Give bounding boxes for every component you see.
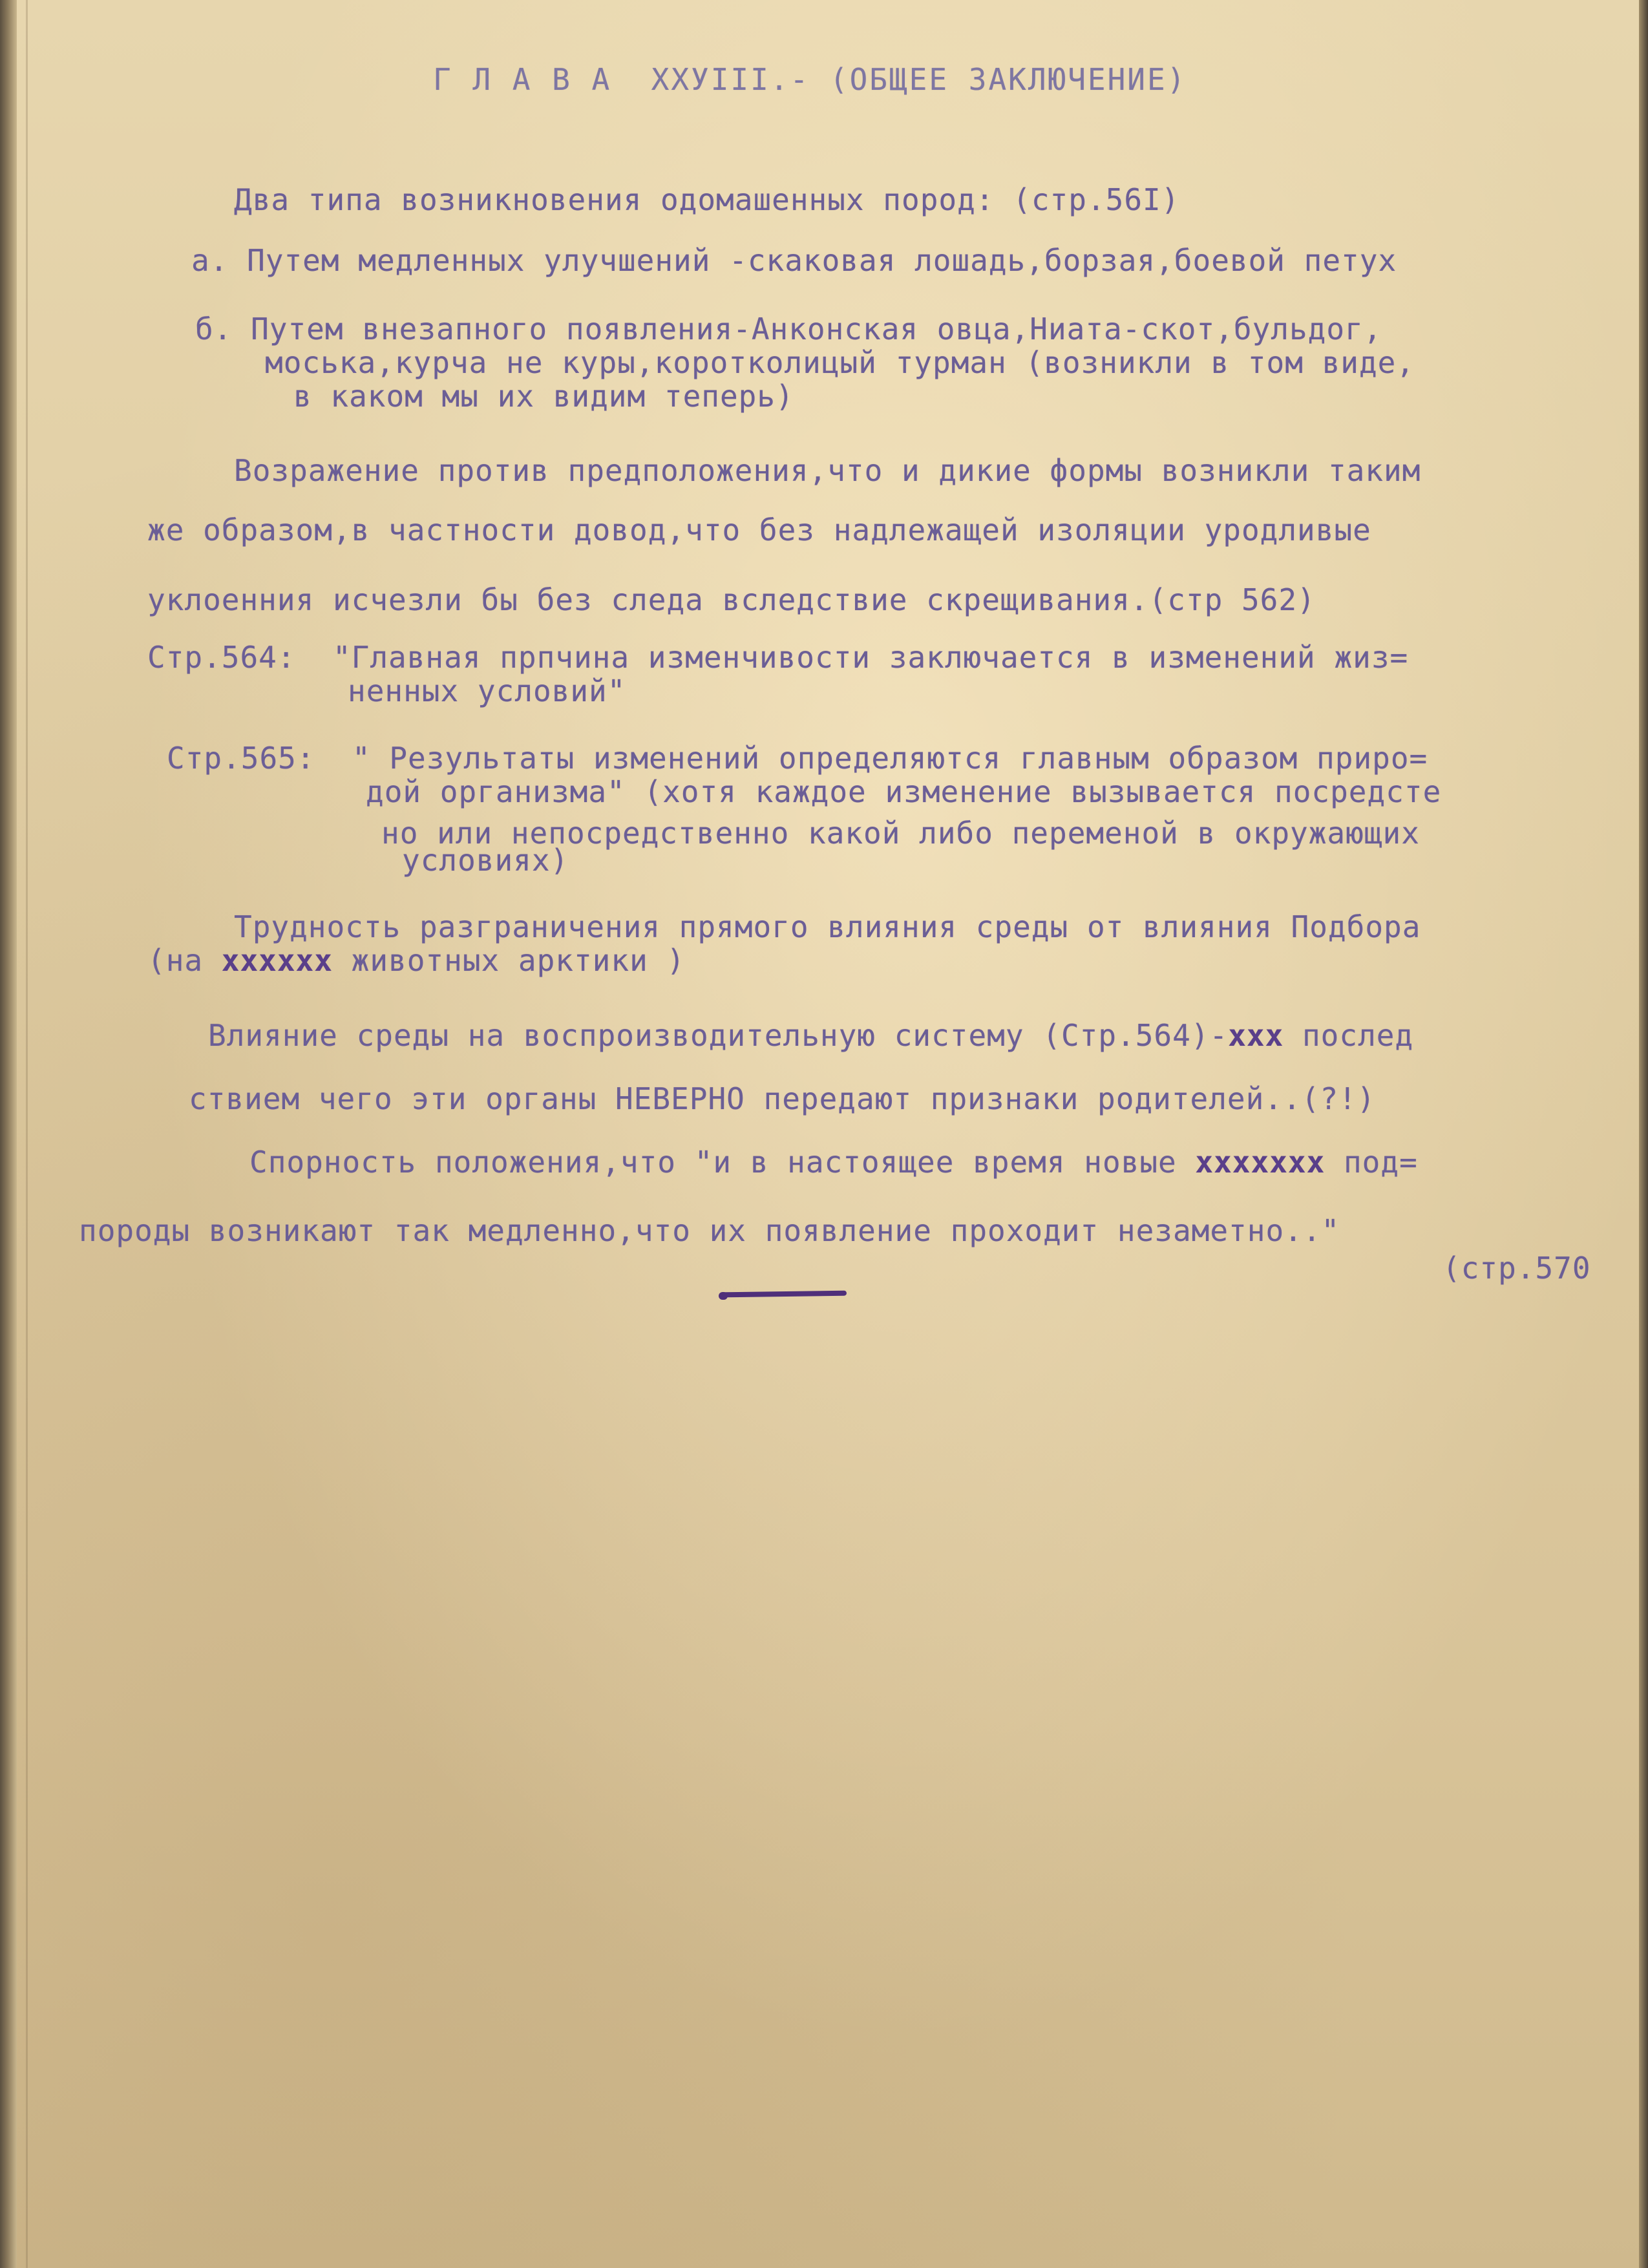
page-crease [26,0,28,2268]
text-segment: под= [1325,1145,1418,1180]
strikeout-text: ххххххх [1195,1145,1326,1180]
text-line-3: б. Путем внезапного появления-Анконская овца,Ниата-скот,бульдог, [195,312,1382,346]
text-line-8: уклоенния исчезли бы без следа вследствие скрещивания.(стр 562) [147,582,1316,617]
text-segment: (на [147,943,222,978]
text-line-16 [147,944,685,977]
text-line-10: ненных условий" [348,673,626,708]
chapter-title: Г Л А В А ХХУIII.- (ОБЩЕЕ ЗАКЛЮЧЕНИЕ) [433,62,1187,97]
text-line-13: но или непосредственно какой либо переменой в окружающих [381,816,1420,851]
text-line-2: а. Путем медленных улучшений -скаковая лошадь,борзая,боевой петух [191,243,1397,278]
text-line-12: дой организма" (хотя каждое изменение вызывается посредсте [366,774,1442,809]
text-line-17 [208,1019,1413,1052]
strikeout-text: хххххх [221,943,333,978]
text-line-19 [249,1146,1418,1178]
text-line-9: Стр.564: "Главная прпчина изменчивости заключается в изменений жиз= [147,640,1409,675]
text-segment: животных арктики ) [332,943,686,978]
strikeout-text: ххх [1228,1018,1284,1053]
text-segment: Влияние среды на воспроизводительную систему (Стр.564)- [208,1018,1229,1053]
text-line-11: Стр.565: " Результаты изменений определяются главным образом приро= [167,741,1428,776]
text-line-14: условиях) [402,843,569,878]
text-line-15: Трудность разграничения прямого влияния среды от влияния Подбора [234,909,1421,944]
page-edge-right [1639,0,1648,2268]
text-line-7: же образом,в частности довод,что без надлежащей изоляции уродливые [147,513,1371,547]
text-line-5: в каком мы их видим теперь) [293,379,794,414]
text-line-20: породы возникают так медленно,что их появление проходит незаметно.." [79,1213,1340,1248]
text-line-6: Возражение против предположения,что и дикие формы возникли таким [234,453,1421,488]
text-segment: послед [1284,1018,1414,1053]
text-segment: Спорность положения,что "и в настоящее время новые [249,1145,1196,1180]
text-line-1: Два типа возникновения одомашенных пород: (стр.56I) [234,182,1180,217]
page-reference: (стр.570 [1442,1251,1591,1286]
end-mark-dash [723,1291,847,1298]
page-edge-left [0,0,17,2268]
text-line-18: ствием чего эти органы НЕВЕРНО передают признаки родителей..(?!) [189,1081,1376,1116]
text-line-4: моська,курча не куры,коротколицый турман (возникли в том виде, [265,345,1415,380]
